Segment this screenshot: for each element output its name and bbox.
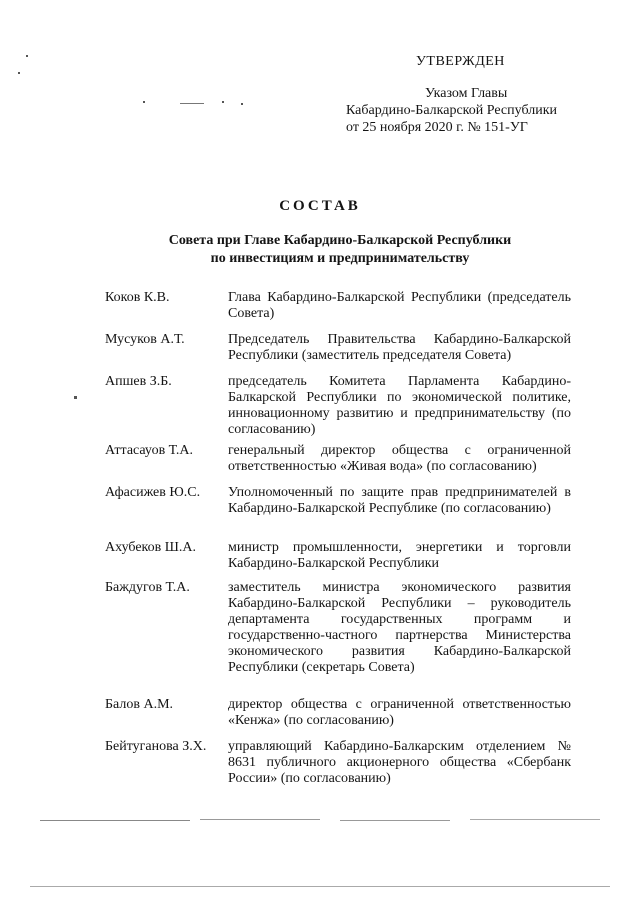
- member-name: Апшев З.Б.: [105, 374, 172, 389]
- member-row: [105, 540, 571, 572]
- approval-line: Кабардино-Балкарской Республики: [346, 103, 557, 118]
- document-heading: СОСТАВ: [279, 198, 361, 214]
- member-position: генеральный директор общества с ограниченной ответственностью «Живая вода» (по согласованию): [228, 443, 571, 474]
- member-name: Афасижев Ю.С.: [105, 485, 201, 500]
- member-name: Коков К.В.: [105, 290, 170, 305]
- member-position: заместитель министра экономического развития Кабардино-Балкарской Республики – руководитель департамента государственных программ и государственно-частного партнерства Министерства экономического развития Кабардино-Балкарской Республики (секретарь Совета): [228, 580, 571, 675]
- member-position: председатель Комитета Парламента Кабардино-Балкарской Республики по экономической политике, инновационному развитию и предпринимательству (по согласованию): [228, 374, 571, 437]
- member-position: Глава Кабардино-Балкарской Республики (председатель Совета): [228, 290, 571, 321]
- member-position: Уполномоченный по защите прав предпринимателей в Кабардино-Балкарской Республике (по согласованию): [228, 485, 571, 516]
- member-name: Мусуков А.Т.: [105, 332, 185, 347]
- member-row: [105, 580, 571, 676]
- scan-speck: [241, 103, 243, 105]
- scan-line: [30, 886, 610, 887]
- approval-decree-date: от 25 ноября 2020 г. № 151-УГ: [346, 120, 528, 135]
- member-row: [105, 697, 571, 729]
- member-row: [105, 332, 571, 364]
- member-row: [105, 485, 571, 517]
- scan-line: [340, 820, 450, 821]
- scan-speck: [143, 101, 145, 103]
- approval-line: Указом Главы: [425, 86, 508, 101]
- member-name: Аттасауов Т.А.: [105, 443, 193, 458]
- member-position: директор общества с ограниченной ответственностью «Кенжа» (по согласованию): [228, 697, 571, 728]
- document-subheading: [110, 232, 570, 268]
- scan-line: [200, 819, 320, 820]
- scan-mark: [180, 103, 204, 104]
- scan-line: [470, 819, 600, 820]
- member-row: [105, 290, 571, 322]
- member-name: Бейтуганова З.Х.: [105, 739, 207, 754]
- member-name: Баждугов Т.А.: [105, 580, 190, 595]
- member-position: министр промышленности, энергетики и торговли Кабардино-Балкарской Республики: [228, 540, 571, 571]
- scan-speck: [18, 72, 20, 74]
- member-row: [105, 443, 571, 475]
- member-position: управляющий Кабардино-Балкарским отделением № 8631 публичного акционерного общества «Сбербанк России» (по согласованию): [228, 739, 571, 786]
- member-row: [105, 374, 571, 438]
- scan-speck: [222, 101, 224, 103]
- scan-speck: [74, 396, 77, 399]
- member-row: [105, 739, 571, 787]
- member-name: Ахубеков Ш.А.: [105, 540, 196, 555]
- approval-title: УТВЕРЖДЕН: [416, 54, 505, 69]
- member-position: Председатель Правительства Кабардино-Балкарской Республики (заместитель председателя Совета): [228, 332, 571, 363]
- member-name: Балов А.М.: [105, 697, 174, 712]
- scan-speck: [26, 55, 28, 57]
- scan-line: [40, 820, 190, 821]
- subheading-line: по инвестициям и предпринимательству: [210, 251, 470, 266]
- subheading-line: Совета при Главе Кабардино-Балкарской Республики: [168, 233, 512, 248]
